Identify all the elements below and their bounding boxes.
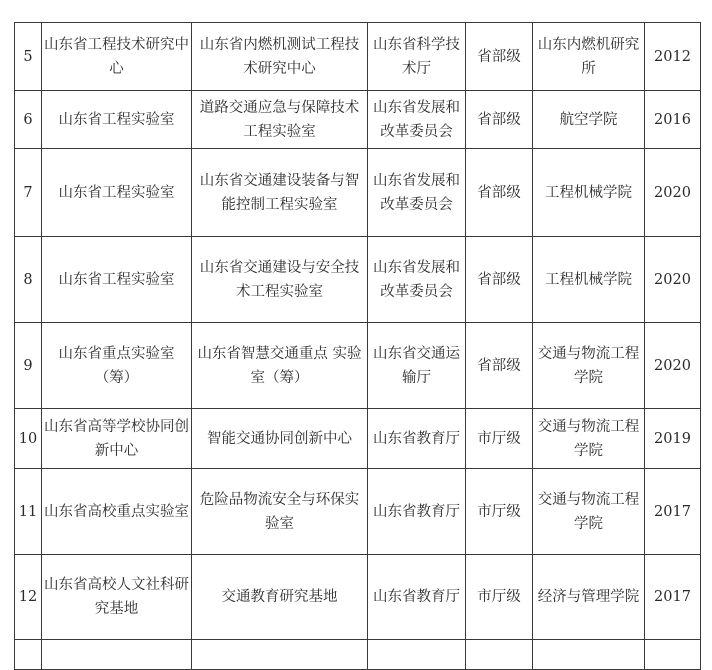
cell-level: 省部级	[466, 149, 533, 237]
cell-name: 危险品物流安全与环保实验室	[192, 469, 368, 555]
empty-cell	[466, 640, 533, 670]
lab-table	[14, 22, 701, 670]
cell-name: 山东省交通建设与安全技术工程实验室	[192, 237, 368, 323]
cell-no: 8	[15, 237, 42, 323]
cell-no: 11	[15, 469, 42, 555]
cell-dept: 山东省发展和改革委员会	[368, 91, 466, 149]
table-row	[15, 323, 701, 409]
cell-dept: 山东省发展和改革委员会	[368, 149, 466, 237]
empty-cell	[192, 640, 368, 670]
table-row	[15, 23, 701, 91]
empty-cell	[645, 640, 701, 670]
empty-cell	[533, 640, 645, 670]
cell-no: 12	[15, 555, 42, 640]
cell-type: 山东省工程技术研究中心	[42, 23, 192, 91]
cell-type: 山东省工程实验室	[42, 237, 192, 323]
empty-cell	[42, 640, 192, 670]
cell-no: 9	[15, 323, 42, 409]
empty-cell	[368, 640, 466, 670]
cell-year: 2020	[645, 323, 701, 409]
cell-unit: 航空学院	[533, 91, 645, 149]
cell-year: 2016	[645, 91, 701, 149]
cell-unit: 交通与物流工程学院	[533, 409, 645, 469]
cell-unit: 交通与物流工程学院	[533, 469, 645, 555]
cell-type: 山东省高等学校协同创新中心	[42, 409, 192, 469]
cell-dept: 山东省交通运输厅	[368, 323, 466, 409]
table-row	[15, 555, 701, 640]
cell-level: 市厅级	[466, 469, 533, 555]
cell-year: 2020	[645, 237, 701, 323]
cell-dept: 山东省科学技术厅	[368, 23, 466, 91]
cell-level: 省部级	[466, 237, 533, 323]
cell-name: 山东省内燃机测试工程技术研究中心	[192, 23, 368, 91]
table-row	[15, 237, 701, 323]
cell-level: 省部级	[466, 91, 533, 149]
cell-year: 2019	[645, 409, 701, 469]
table-row	[15, 149, 701, 237]
cell-year: 2017	[645, 555, 701, 640]
cell-type: 山东省工程实验室	[42, 149, 192, 237]
cell-type: 山东省工程实验室	[42, 91, 192, 149]
cell-no: 10	[15, 409, 42, 469]
cell-type: 山东省高校人文社科研究基地	[42, 555, 192, 640]
cell-name: 山东省交通建设装备与智能控制工程实验室	[192, 149, 368, 237]
cell-type: 山东省重点实验室（筹）	[42, 323, 192, 409]
cell-no: 5	[15, 23, 42, 91]
cell-unit: 工程机械学院	[533, 237, 645, 323]
empty-cell	[15, 640, 42, 670]
cell-year: 2012	[645, 23, 701, 91]
cell-unit: 交通与物流工程学院	[533, 323, 645, 409]
cell-year: 2017	[645, 469, 701, 555]
cell-name: 交通教育研究基地	[192, 555, 368, 640]
cell-no: 6	[15, 91, 42, 149]
table-row-partial	[15, 640, 701, 670]
cell-name: 山东省智慧交通重点 实验室（筹）	[192, 323, 368, 409]
table-row	[15, 469, 701, 555]
cell-level: 市厅级	[466, 409, 533, 469]
table-row	[15, 91, 701, 149]
table-row	[15, 409, 701, 469]
cell-dept: 山东省发展和改革委员会	[368, 237, 466, 323]
cell-unit: 工程机械学院	[533, 149, 645, 237]
cell-level: 省部级	[466, 323, 533, 409]
cell-level: 市厅级	[466, 555, 533, 640]
cell-dept: 山东省教育厅	[368, 555, 466, 640]
cell-unit: 经济与管理学院	[533, 555, 645, 640]
cell-dept: 山东省教育厅	[368, 409, 466, 469]
cell-level: 省部级	[466, 23, 533, 91]
cell-dept: 山东省教育厅	[368, 469, 466, 555]
cell-name: 智能交通协同创新中心	[192, 409, 368, 469]
cell-no: 7	[15, 149, 42, 237]
cell-unit: 山东内燃机研究所	[533, 23, 645, 91]
cell-year: 2020	[645, 149, 701, 237]
cell-name: 道路交通应急与保障技术工程实验室	[192, 91, 368, 149]
cell-type: 山东省高校重点实验室	[42, 469, 192, 555]
